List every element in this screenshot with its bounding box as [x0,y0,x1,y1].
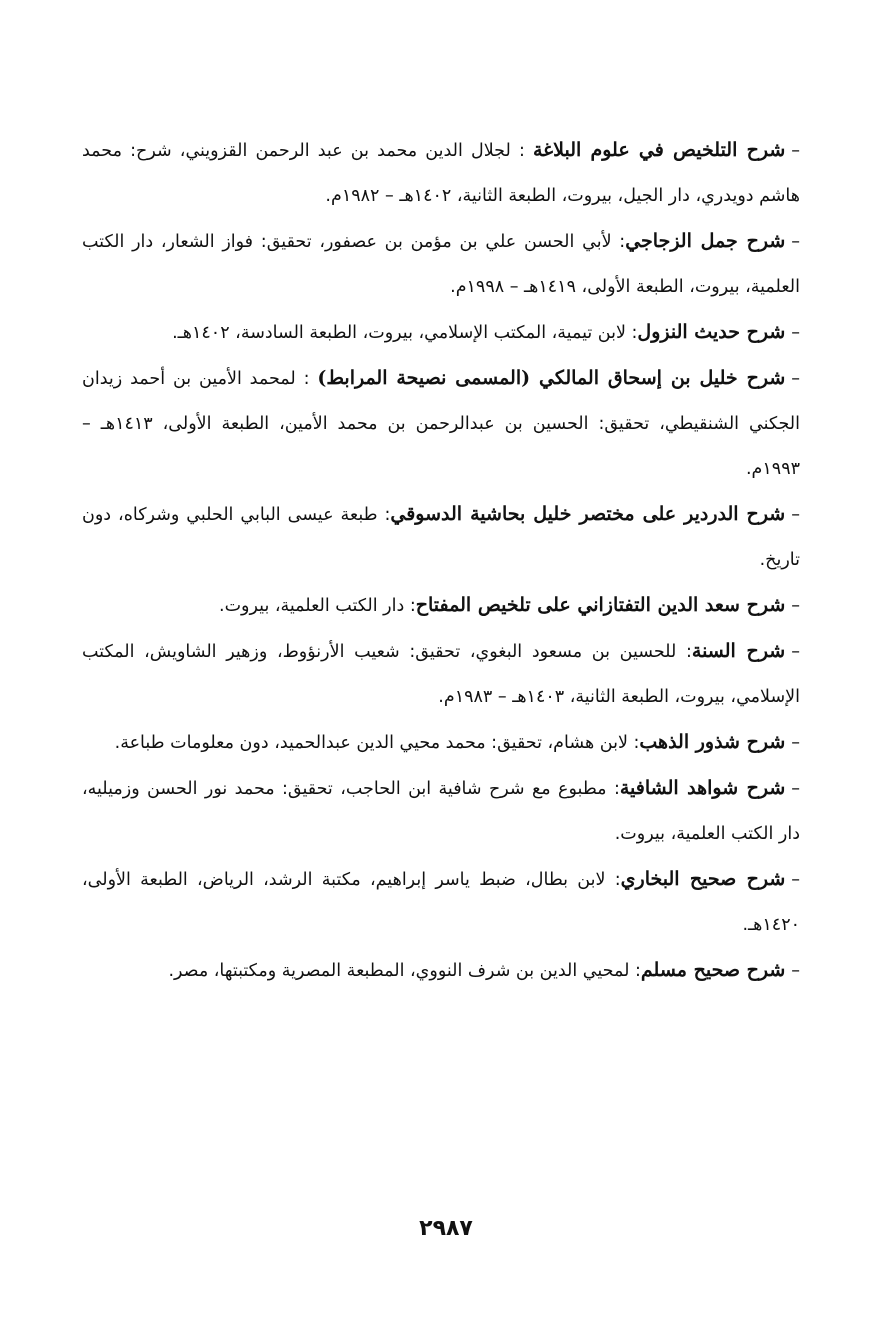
list-dash: – [791,596,800,616]
entry-title: شرح شذور الذهب [639,731,786,753]
bibliography-entry [82,128,800,219]
bibliography-entry [82,356,800,492]
entry-text: : دار الكتب العلمية، بيروت. [219,596,416,616]
list-dash: – [791,369,800,389]
bibliography-entry [82,629,800,720]
bibliography-entry [82,583,800,629]
list-dash: – [791,323,800,343]
bibliography-entry [82,219,800,310]
bibliography-entry [82,720,800,766]
entry-title: شرح التلخيص في علوم البلاغة [533,139,786,161]
entry-title: شرح سعد الدين التفتازاني على تلخيص المفتاح [415,594,786,616]
entry-text: : للحسين بن مسعود البغوي، تحقيق: شعيب الأرنؤوط، وزهير الشاويش، المكتب الإسلامي، بيروت، الطبعة الثانية، ١٤٠٣هـ – ١٩٨٣م. [82,642,800,707]
list-dash: – [791,642,800,662]
entry-text: : لابن بطال، ضبط ياسر إبراهيم، مكتبة الرشد، الرياض، الطبعة الأولى، ١٤٢٠هـ. [82,870,800,935]
entry-title: شرح صحيح مسلم [640,959,786,981]
entry-title: شرح حديث النزول [637,321,786,343]
list-dash: – [791,505,800,525]
list-dash: – [791,961,800,981]
entry-text: : لابن تيمية، المكتب الإسلامي، بيروت، الطبعة السادسة، ١٤٠٢هـ. [172,323,638,343]
list-dash: – [791,733,800,753]
entry-title: شرح صحيح البخاري [620,868,786,890]
bibliography-entry [82,492,800,583]
bibliography-entry [82,857,800,948]
entry-text: : طبعة عيسى البابي الحلبي وشركاه، دون تاريخ. [82,505,800,570]
entry-text: : لجلال الدين محمد بن عبد الرحمن القزويني، شرح: محمد هاشم دويدري، دار الجيل، بيروت، الطبعة الثانية، ١٤٠٢هـ – ١٩٨٢م. [82,141,800,206]
bibliography-entry [82,948,800,994]
entry-title: شرح جمل الزجاجي [625,230,786,252]
entry-text: : مطبوع مع شرح شافية ابن الحاجب، تحقيق: محمد نور الحسن وزميليه، دار الكتب العلمية، بيروت. [82,779,800,844]
bibliography-list [82,128,800,994]
entry-title: شرح خليل بن إسحاق المالكي (المسمى نصيحة المرابط) [317,367,786,389]
bibliography-entry [82,766,800,857]
list-dash: – [791,141,800,161]
list-dash: – [791,870,800,890]
entry-title: شرح السنة [691,640,786,662]
list-dash: – [791,779,800,799]
page-number: ٢٩٨٧ [419,1216,473,1241]
entry-title: شرح الدردير على مختصر خليل بحاشية الدسوقي [390,503,786,525]
entry-text: : لأبي الحسن علي بن مؤمن بن عصفور، تحقيق: فواز الشعار، دار الكتب العلمية، بيروت، الطبعة الأولى، ١٤١٩هـ – ١٩٩٨م. [82,232,800,297]
bibliography-entry [82,310,800,356]
entry-text: : لمحيي الدين بن شرف النووي، المطبعة المصرية ومكتبتها، مصر. [168,961,641,981]
entry-text: : لابن هشام، تحقيق: محمد محيي الدين عبدالحميد، دون معلومات طباعة. [114,733,640,753]
entry-text: : لمحمد الأمين بن أحمد زيدان الجكني الشنقيطي، تحقيق: الحسين بن عبدالرحمن بن محمد الأمين، الطبعة الأولى، ١٤١٣هـ – ١٩٩٣م. [82,369,800,479]
list-dash: – [791,232,800,252]
entry-title: شرح شواهد الشافية [619,777,786,799]
